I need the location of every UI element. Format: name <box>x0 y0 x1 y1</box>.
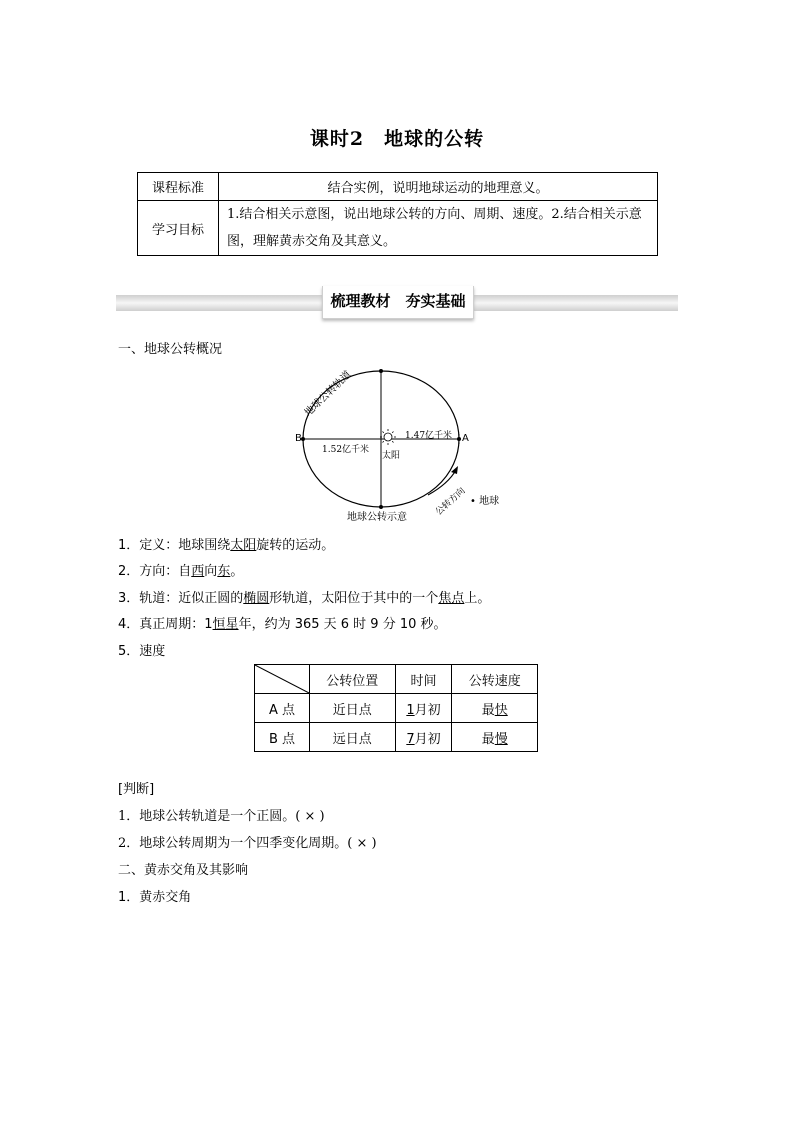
standard-label: 课程标准 <box>138 173 219 201</box>
page-title: 课时2 地球的公转 <box>309 128 485 150</box>
judge-question-1: 1．地球公转轨道是一个正圆。( × ) <box>118 809 325 824</box>
row-time: 7月初 <box>395 723 452 752</box>
table-row <box>255 694 538 723</box>
item-speed: 5．速度 <box>118 644 166 659</box>
judge-question-2: 2．地球公转周期为一个四季变化周期。( × ) <box>118 836 377 851</box>
header-time: 时间 <box>395 665 452 694</box>
table-header-row <box>255 665 538 694</box>
standard-value: 结合实例，说明地球运动的地理意义。 <box>219 173 658 201</box>
diagonal-cell <box>255 665 310 694</box>
aphelion-distance: 1.52亿千米 <box>322 445 370 455</box>
perihelion-distance: 1.47亿千米 <box>405 431 453 441</box>
row-speed: 最快 <box>452 694 538 723</box>
section-heading-obliquity: 二、黄赤交角及其影响 <box>118 863 249 878</box>
row-time: 1月初 <box>395 694 452 723</box>
banner-title: 梳理教材 夯实基础 <box>322 286 474 319</box>
objectives-value: 1.结合相关示意图，说出地球公转的方向、周期、速度。2.结合相关示意图，理解黄赤交角及其意义。 <box>219 201 658 256</box>
objectives-label: 学习目标 <box>138 201 219 256</box>
point-b-label: B <box>295 433 302 444</box>
point-a-label: A <box>462 433 469 444</box>
table-row <box>138 173 658 201</box>
item-definition: 1．定义：地球围绕太阳旋转的运动。 <box>118 538 335 553</box>
judge-heading: [判断] <box>118 782 155 797</box>
row-point: A 点 <box>255 694 310 723</box>
header-speed: 公转速度 <box>452 665 538 694</box>
item-orbit: 3．轨道：近似正圆的椭圆形轨道，太阳位于其中的一个焦点上。 <box>118 591 491 606</box>
course-standard-table <box>137 172 658 256</box>
diagram-caption: 地球公转示意 <box>347 512 407 523</box>
earth-label: • 地球 <box>470 496 500 507</box>
direction-label: 公转方向 <box>434 486 468 518</box>
row-point: B 点 <box>255 723 310 752</box>
speed-table <box>254 664 538 752</box>
table-row <box>255 723 538 752</box>
header-position: 公转位置 <box>310 665 396 694</box>
item-period: 4．真正周期：1恒星年，约为 365 天 6 时 9 分 10 秒。 <box>118 617 447 632</box>
row-position: 近日点 <box>310 694 396 723</box>
row-speed: 最慢 <box>452 723 538 752</box>
item-direction: 2．方向：自西向东。 <box>118 564 244 579</box>
sun-icon <box>380 429 396 445</box>
orbit-label: 地球公转轨道 <box>302 369 354 419</box>
sun-label: 太阳 <box>382 451 401 461</box>
section-heading-orbit: 一、地球公转概况 <box>118 342 223 357</box>
row-position: 远日点 <box>310 723 396 752</box>
section-banner <box>116 286 678 320</box>
table-row <box>138 201 658 256</box>
sub-heading-obliquity: 1．黄赤交角 <box>118 890 192 905</box>
